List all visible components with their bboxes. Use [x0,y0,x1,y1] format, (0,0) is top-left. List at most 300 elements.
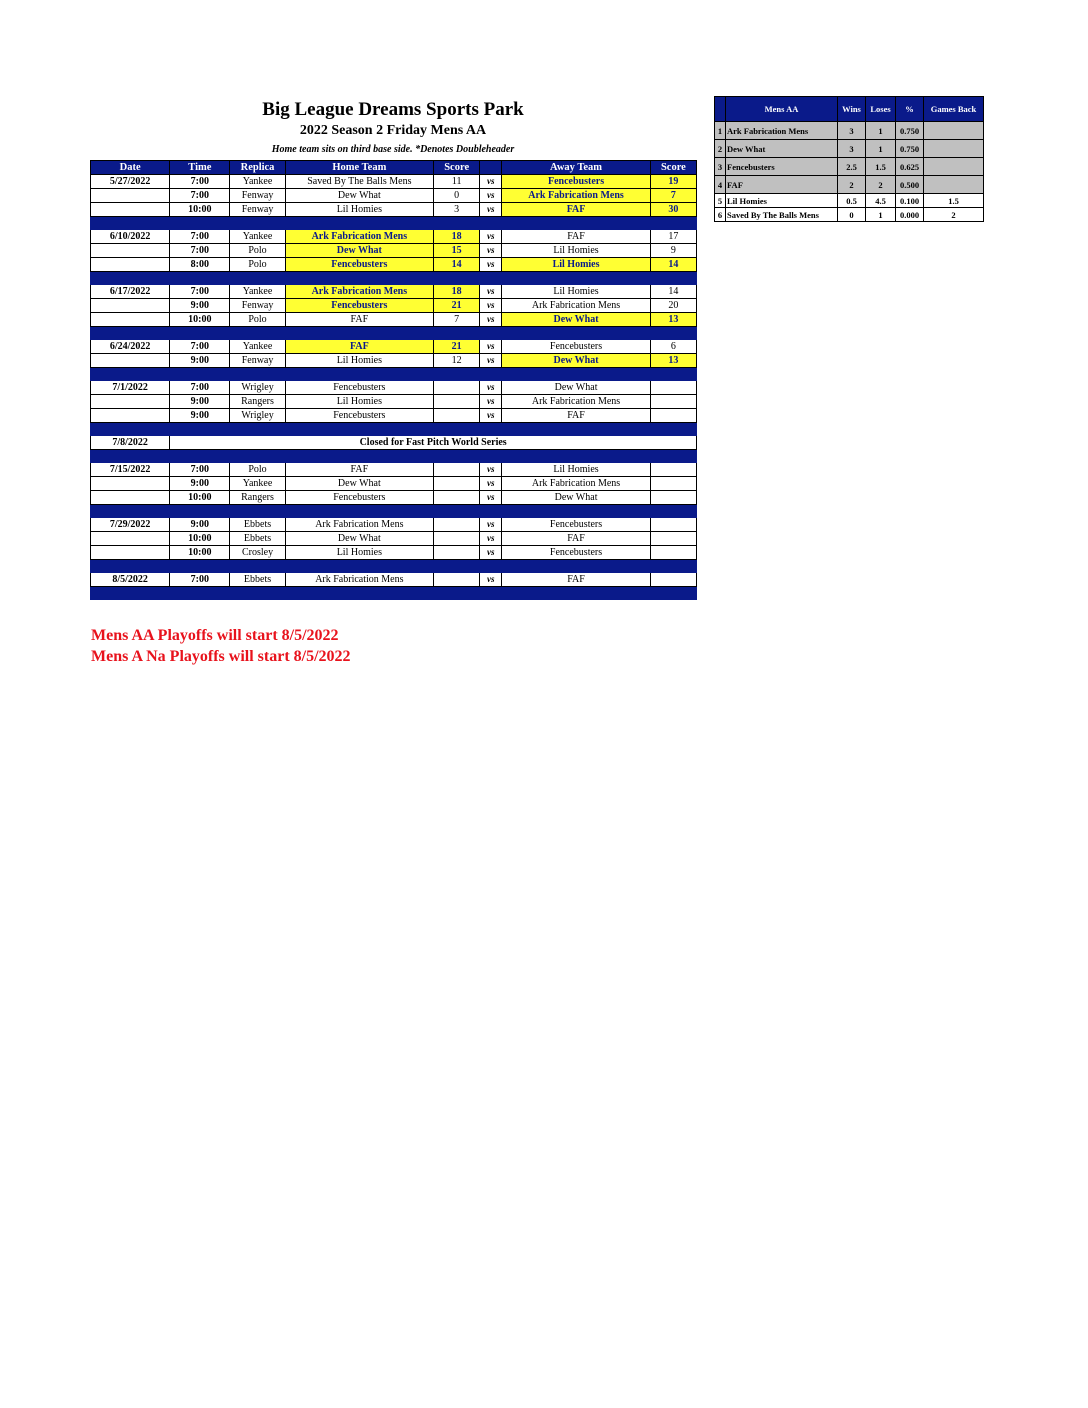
vs-cell: vs [480,189,502,203]
date-cell: 6/24/2022 [91,340,170,354]
home-team-cell: Ark Fabrication Mens [285,518,433,532]
time-cell: 9:00 [170,299,230,313]
standings-team: Ark Fabrication Mens [726,122,838,140]
separator-cell [285,560,433,573]
game-row [91,203,697,217]
home-score-cell [434,463,480,477]
separator-cell [480,505,502,518]
page-title: Big League Dreams Sports Park [262,99,524,120]
home-score-cell [434,381,480,395]
vs-cell: vs [480,285,502,299]
home-team-cell: Fencebusters [285,299,433,313]
separator-cell [170,217,230,230]
separator-cell [230,423,285,436]
away-score-cell [650,491,696,505]
replica-cell: Fenway [230,354,285,368]
separator-cell [230,327,285,340]
home-score-cell: 21 [434,340,480,354]
separator-row [91,272,697,285]
separator-row [91,560,697,573]
time-cell: 9:00 [170,477,230,491]
separator-cell [502,327,650,340]
vs-cell: vs [480,244,502,258]
date-cell [91,203,170,217]
replica-cell: Polo [230,258,285,272]
game-row [91,258,697,272]
separator-cell [434,217,480,230]
standings-wins: 3 [838,140,866,158]
standings-header-games-back: Games Back [924,97,984,122]
game-row [91,299,697,313]
separator-cell [480,217,502,230]
away-score-cell [650,409,696,423]
away-team-cell: FAF [502,532,650,546]
date-cell [91,313,170,327]
separator-cell [91,327,170,340]
game-row [91,395,697,409]
separator-cell [285,450,433,463]
separator-cell [650,587,696,600]
away-team-cell: Fencebusters [502,518,650,532]
vs-cell: vs [480,203,502,217]
standings-wins: 2 [838,176,866,194]
playoff-note-a: Mens A Na Playoffs will start 8/5/2022 [91,648,351,665]
vs-cell: vs [480,463,502,477]
away-score-cell [650,518,696,532]
vs-cell: vs [480,258,502,272]
home-score-cell [434,546,480,560]
standings-rank: 3 [715,158,726,176]
vs-cell: vs [480,299,502,313]
replica-cell: Polo [230,244,285,258]
replica-cell: Fenway [230,299,285,313]
standings-team: Dew What [726,140,838,158]
home-score-cell: 11 [434,175,480,189]
vs-cell: vs [480,573,502,587]
date-cell: 6/10/2022 [91,230,170,244]
game-row [91,463,697,477]
date-cell: 7/15/2022 [91,463,170,477]
away-team-cell: FAF [502,230,650,244]
schedule-note: Home team sits on third base side. *Denotes Doubleheader [271,144,515,155]
game-row [91,340,697,354]
replica-cell: Ebbets [230,532,285,546]
home-team-cell: Ark Fabrication Mens [285,230,433,244]
separator-cell [285,587,433,600]
standings-row [715,158,984,176]
away-score-cell: 14 [650,258,696,272]
standings-header-loses: Loses [866,97,896,122]
standings-loses: 2 [866,176,896,194]
closed-row [91,436,697,450]
away-team-cell: Ark Fabrication Mens [502,299,650,313]
standings-row [715,176,984,194]
separator-cell [230,560,285,573]
replica-cell: Polo [230,463,285,477]
time-cell: 7:00 [170,463,230,477]
separator-cell [434,505,480,518]
vs-cell: vs [480,518,502,532]
separator-cell [170,368,230,381]
separator-cell [650,505,696,518]
standings-wins: 2.5 [838,158,866,176]
standings-body [715,122,984,222]
home-team-cell: Fencebusters [285,381,433,395]
away-score-cell: 14 [650,285,696,299]
standings-wins: 0.5 [838,194,866,208]
standings-table [714,96,984,222]
replica-cell: Fenway [230,189,285,203]
date-cell [91,532,170,546]
time-cell: 9:00 [170,518,230,532]
separator-cell [502,272,650,285]
schedule-header-row [91,161,697,175]
away-team-cell: Dew What [502,381,650,395]
home-score-cell [434,395,480,409]
game-row [91,244,697,258]
standings-row [715,194,984,208]
separator-cell [91,423,170,436]
standings-header-pct: % [896,97,924,122]
away-score-cell [650,532,696,546]
separator-cell [285,272,433,285]
home-score-cell: 12 [434,354,480,368]
standings-team: FAF [726,176,838,194]
separator-cell [480,368,502,381]
vs-cell: vs [480,409,502,423]
vs-cell: vs [480,230,502,244]
separator-cell [91,587,170,600]
home-score-cell: 7 [434,313,480,327]
separator-cell [480,327,502,340]
away-team-cell: Fencebusters [502,175,650,189]
standings-wins: 3 [838,122,866,140]
date-cell: 8/5/2022 [91,573,170,587]
vs-cell: vs [480,546,502,560]
replica-cell: Ebbets [230,518,285,532]
away-team-cell: Lil Homies [502,463,650,477]
game-row [91,189,697,203]
away-score-cell: 20 [650,299,696,313]
time-cell: 7:00 [170,189,230,203]
date-cell: 6/17/2022 [91,285,170,299]
away-team-cell: Dew What [502,354,650,368]
standings-games-back [924,176,984,194]
separator-cell [91,450,170,463]
standings-row [715,208,984,222]
replica-cell: Crosley [230,546,285,560]
home-team-cell: Ark Fabrication Mens [285,573,433,587]
separator-cell [650,423,696,436]
standings-games-back: 2 [924,208,984,222]
game-row [91,532,697,546]
game-row [91,573,697,587]
separator-cell [230,217,285,230]
away-score-cell: 30 [650,203,696,217]
home-team-cell: Lil Homies [285,546,433,560]
date-cell [91,477,170,491]
separator-cell [650,327,696,340]
date-cell [91,354,170,368]
separator-cell [434,423,480,436]
standings-pct: 0.500 [896,176,924,194]
home-team-cell: Fencebusters [285,491,433,505]
away-score-cell: 9 [650,244,696,258]
time-cell: 7:00 [170,285,230,299]
away-team-cell: Dew What [502,491,650,505]
home-score-cell [434,491,480,505]
date-cell [91,299,170,313]
standings-games-back [924,158,984,176]
time-cell: 9:00 [170,409,230,423]
game-row [91,491,697,505]
separator-row [91,587,697,600]
home-team-cell: Dew What [285,189,433,203]
away-score-cell [650,381,696,395]
away-team-cell: Fencebusters [502,546,650,560]
vs-cell: vs [480,477,502,491]
separator-cell [170,587,230,600]
playoff-note-aa: Mens AA Playoffs will start 8/5/2022 [91,627,339,644]
closed-notice: Closed for Fast Pitch World Series [170,436,697,450]
game-row [91,313,697,327]
separator-cell [91,560,170,573]
separator-cell [91,272,170,285]
vs-cell: vs [480,354,502,368]
away-team-cell: Ark Fabrication Mens [502,477,650,491]
date-cell: 7/29/2022 [91,518,170,532]
away-team-cell: Ark Fabrication Mens [502,189,650,203]
replica-cell: Yankee [230,230,285,244]
away-score-cell: 13 [650,313,696,327]
standings-header-division: Mens AA [726,97,838,122]
date-cell [91,491,170,505]
home-score-cell: 18 [434,285,480,299]
away-team-cell: Lil Homies [502,244,650,258]
standings-rank: 1 [715,122,726,140]
standings-team: Lil Homies [726,194,838,208]
header-replica: Replica [230,161,285,175]
time-cell: 10:00 [170,313,230,327]
home-score-cell [434,532,480,546]
header-time: Time [170,161,230,175]
header-date: Date [91,161,170,175]
separator-cell [480,450,502,463]
separator-cell [230,587,285,600]
standings-pct: 0.625 [896,158,924,176]
separator-cell [502,217,650,230]
away-team-cell: FAF [502,409,650,423]
time-cell: 10:00 [170,491,230,505]
separator-row [91,450,697,463]
separator-cell [170,560,230,573]
time-cell: 10:00 [170,203,230,217]
away-score-cell: 7 [650,189,696,203]
separator-cell [650,217,696,230]
time-cell: 10:00 [170,532,230,546]
separator-row [91,423,697,436]
vs-cell: vs [480,175,502,189]
replica-cell: Wrigley [230,409,285,423]
away-score-cell [650,395,696,409]
game-row [91,230,697,244]
standings-pct: 0.750 [896,140,924,158]
schedule-table [90,160,697,600]
standings-team: Saved By The Balls Mens [726,208,838,222]
vs-cell: vs [480,491,502,505]
away-score-cell [650,546,696,560]
time-cell: 7:00 [170,230,230,244]
header-home-team: Home Team [285,161,433,175]
separator-cell [502,505,650,518]
separator-cell [170,423,230,436]
home-team-cell: Ark Fabrication Mens [285,285,433,299]
home-team-cell: FAF [285,313,433,327]
replica-cell: Rangers [230,491,285,505]
game-row [91,477,697,491]
away-score-cell: 13 [650,354,696,368]
replica-cell: Polo [230,313,285,327]
header-away-score: Score [650,161,696,175]
separator-cell [502,423,650,436]
home-team-cell: Fencebusters [285,409,433,423]
separator-cell [285,327,433,340]
time-cell: 9:00 [170,395,230,409]
game-row [91,175,697,189]
separator-cell [650,560,696,573]
vs-cell: vs [480,395,502,409]
standings-games-back: 1.5 [924,194,984,208]
separator-cell [650,368,696,381]
separator-cell [170,505,230,518]
separator-cell [434,327,480,340]
home-team-cell: Fencebusters [285,258,433,272]
separator-row [91,368,697,381]
separator-cell [91,505,170,518]
date-cell [91,189,170,203]
date-cell [91,258,170,272]
time-cell: 7:00 [170,573,230,587]
separator-cell [434,587,480,600]
away-score-cell [650,477,696,491]
page-subtitle: 2022 Season 2 Friday Mens AA [299,123,487,138]
home-score-cell [434,409,480,423]
separator-cell [502,450,650,463]
time-cell: 9:00 [170,354,230,368]
home-team-cell: FAF [285,340,433,354]
separator-cell [170,450,230,463]
date-cell: 5/27/2022 [91,175,170,189]
home-score-cell: 21 [434,299,480,313]
standings-row [715,140,984,158]
separator-cell [230,272,285,285]
home-team-cell: Saved By The Balls Mens [285,175,433,189]
away-score-cell: 17 [650,230,696,244]
home-team-cell: Lil Homies [285,203,433,217]
away-score-cell: 6 [650,340,696,354]
standings-header-row [715,97,984,122]
separator-cell [480,587,502,600]
standings-rank: 2 [715,140,726,158]
time-cell: 7:00 [170,244,230,258]
home-team-cell: Dew What [285,532,433,546]
separator-cell [502,368,650,381]
time-cell: 8:00 [170,258,230,272]
away-team-cell: FAF [502,203,650,217]
standings-loses: 1 [866,122,896,140]
separator-cell [91,368,170,381]
home-score-cell [434,573,480,587]
replica-cell: Yankee [230,340,285,354]
time-cell: 10:00 [170,546,230,560]
standings-rank: 4 [715,176,726,194]
separator-cell [650,450,696,463]
time-cell: 7:00 [170,340,230,354]
game-row [91,285,697,299]
separator-cell [91,217,170,230]
game-row [91,381,697,395]
separator-cell [434,272,480,285]
separator-cell [230,450,285,463]
standings-rank: 6 [715,208,726,222]
home-team-cell: Lil Homies [285,354,433,368]
game-row [91,409,697,423]
date-cell [91,409,170,423]
home-score-cell: 18 [434,230,480,244]
home-team-cell: Lil Homies [285,395,433,409]
separator-cell [502,560,650,573]
standings-wins: 0 [838,208,866,222]
replica-cell: Ebbets [230,573,285,587]
date-cell [91,546,170,560]
separator-cell [230,368,285,381]
game-row [91,546,697,560]
separator-cell [434,368,480,381]
standings-loses: 1 [866,208,896,222]
date-cell: 7/8/2022 [91,436,170,450]
replica-cell: Fenway [230,203,285,217]
standings-row [715,122,984,140]
separator-row [91,327,697,340]
vs-cell: vs [480,381,502,395]
standings-loses: 4.5 [866,194,896,208]
home-team-cell: FAF [285,463,433,477]
standings-rank: 5 [715,194,726,208]
away-team-cell: Fencebusters [502,340,650,354]
home-score-cell: 15 [434,244,480,258]
header-vs [480,161,502,175]
replica-cell: Wrigley [230,381,285,395]
standings-pct: 0.750 [896,122,924,140]
standings-games-back [924,122,984,140]
separator-cell [170,327,230,340]
vs-cell: vs [480,532,502,546]
time-cell: 7:00 [170,175,230,189]
standings-header-wins: Wins [838,97,866,122]
separator-cell [285,505,433,518]
separator-cell [285,368,433,381]
separator-cell [285,423,433,436]
separator-row [91,505,697,518]
away-team-cell: Dew What [502,313,650,327]
date-cell: 7/1/2022 [91,381,170,395]
standings-pct: 0.100 [896,194,924,208]
away-team-cell: FAF [502,573,650,587]
home-score-cell: 0 [434,189,480,203]
away-score-cell [650,463,696,477]
game-row [91,518,697,532]
separator-cell [650,272,696,285]
